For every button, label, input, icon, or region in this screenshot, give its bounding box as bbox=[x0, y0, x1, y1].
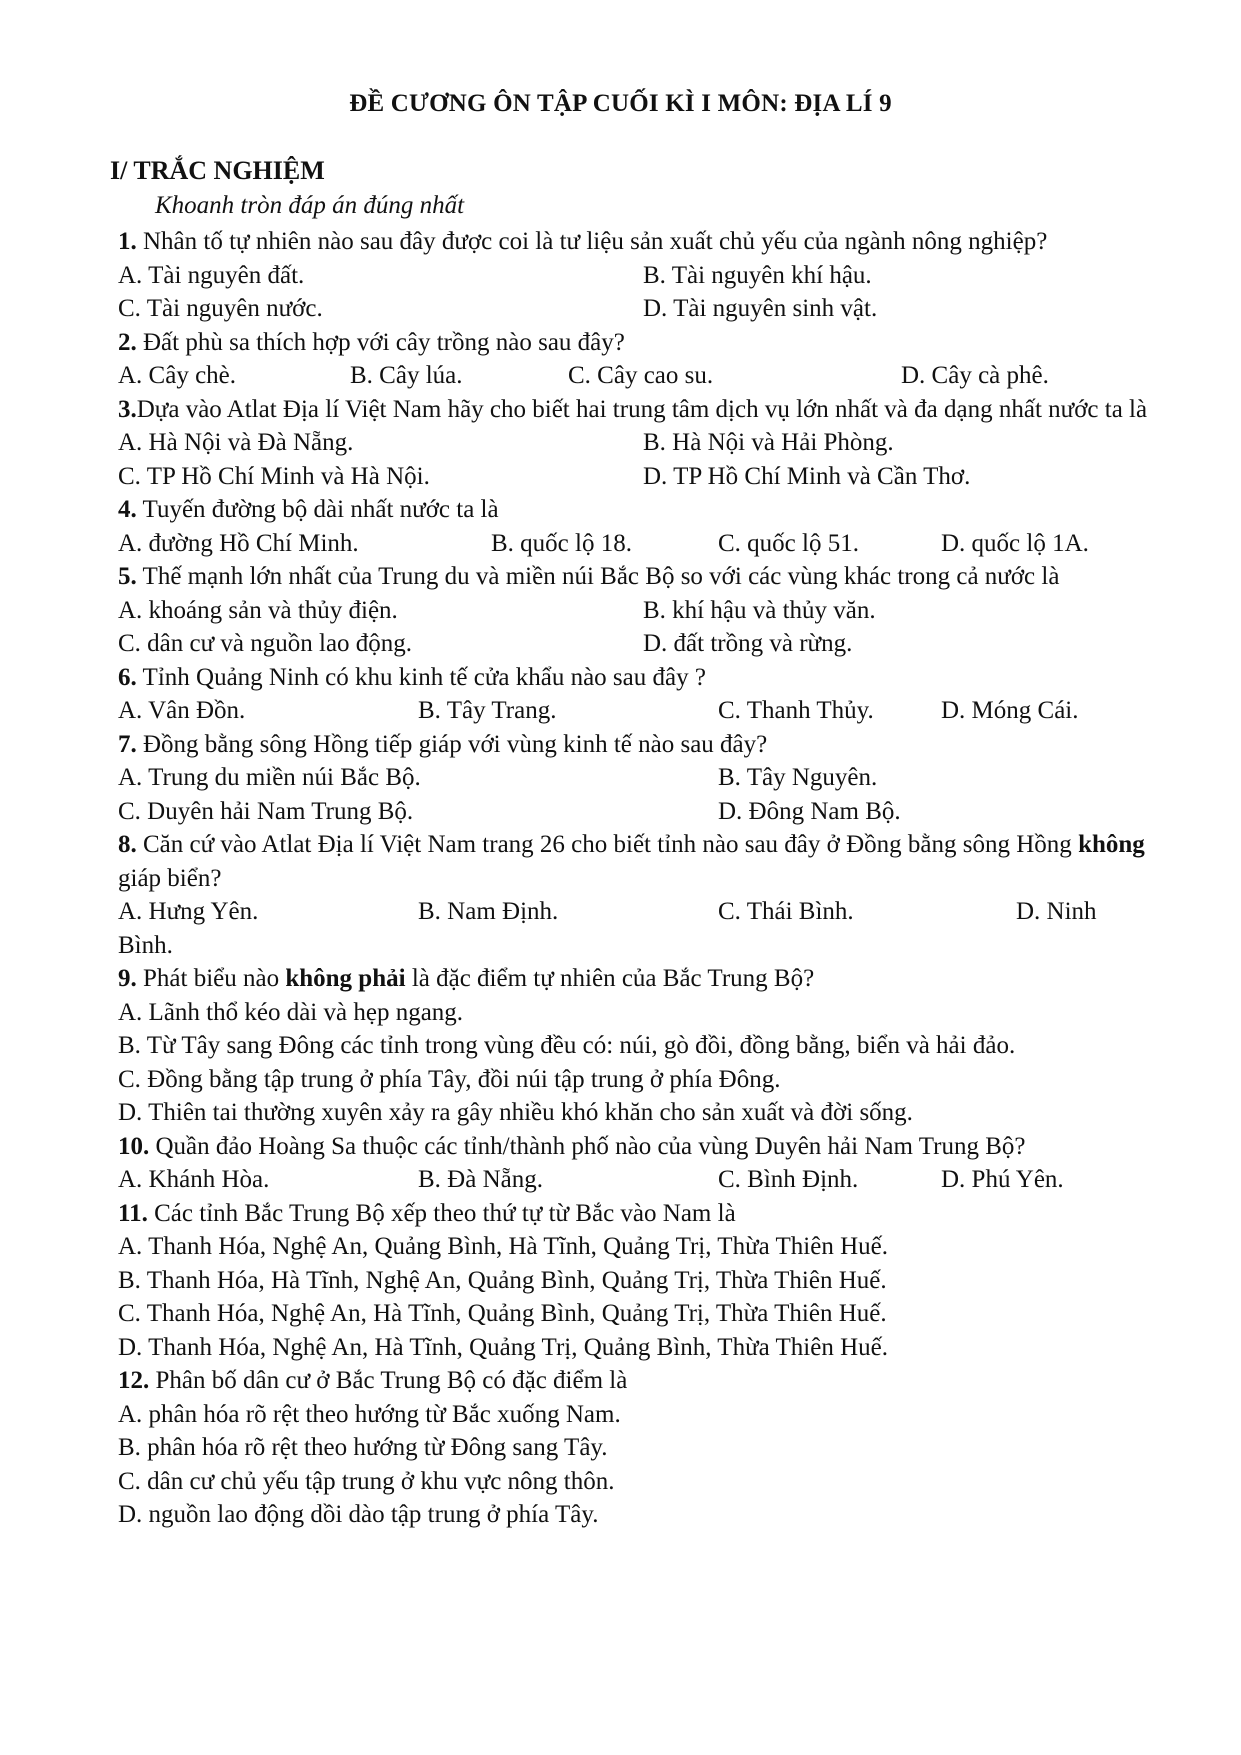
option-c: C. Bình Định. bbox=[718, 1166, 859, 1193]
option-c: C. dân cư chủ yếu tập trung ở khu vực nông thôn. bbox=[118, 1467, 615, 1495]
option-b: B. khí hậu và thủy văn. bbox=[643, 596, 876, 624]
options-row bbox=[118, 460, 1158, 494]
option-d: D. Móng Cái. bbox=[941, 697, 1079, 724]
option-d: D. Thiên tai thường xuyên xảy ra gây nhiều khó khăn cho sản xuất và đời sống. bbox=[118, 1099, 913, 1126]
question-8: 8. Căn cứ vào Atlat Địa lí Việt Nam trang 26 cho biết tỉnh nào sau đây ở Đồng bằng sông Hồng không giáp biển? bbox=[118, 831, 1145, 892]
question-5: 5. Thế mạnh lớn nhất của Trung du và miền núi Bắc Bộ so với các vùng khác trong cả nước là bbox=[118, 563, 1060, 590]
question-list bbox=[118, 225, 1158, 1532]
option-c: C. Duyên hải Nam Trung Bộ. bbox=[118, 797, 414, 825]
option-c: C. Thanh Thủy. bbox=[718, 697, 874, 724]
option-b: B. Từ Tây sang Đông các tỉnh trong vùng đều có: núi, gò đồi, đồng bằng, biển và hải đảo. bbox=[118, 1032, 1016, 1059]
option-d: D. TP Hồ Chí Minh và Cần Thơ. bbox=[643, 462, 971, 490]
option-b: B. quốc lộ 18. bbox=[491, 529, 632, 557]
question-1: 1. Nhân tố tự nhiên nào sau đây được coi là tư liệu sản xuất chủ yếu của ngành nông nghiệp? bbox=[118, 228, 1048, 255]
option-b: B. Đà Nẵng. bbox=[418, 1166, 543, 1193]
option-a: A. Tài nguyên đất. bbox=[118, 261, 305, 289]
option-c: C. Tài nguyên nước. bbox=[118, 295, 323, 322]
option-c: C. TP Hồ Chí Minh và Hà Nội. bbox=[118, 462, 430, 490]
options-row bbox=[118, 761, 1158, 795]
option-d-continued: Bình. bbox=[118, 931, 173, 959]
option-b: B. Tài nguyên khí hậu. bbox=[643, 261, 872, 289]
option-a: A. phân hóa rõ rệt theo hướng từ Bắc xuống Nam. bbox=[118, 1400, 621, 1428]
question-10: 10. Quần đảo Hoàng Sa thuộc các tỉnh/thành phố nào của vùng Duyên hải Nam Trung Bộ? bbox=[118, 1132, 1026, 1160]
options-row bbox=[118, 292, 1158, 326]
question-11: 11. Các tỉnh Bắc Trung Bộ xếp theo thứ tự từ Bắc vào Nam là bbox=[118, 1199, 736, 1227]
option-a: A. khoáng sản và thủy điện. bbox=[118, 596, 398, 624]
option-a: A. Khánh Hòa. bbox=[118, 1166, 270, 1193]
option-d: D. Đông Nam Bộ. bbox=[718, 797, 901, 825]
options-row bbox=[118, 895, 1158, 929]
option-c: C. Thanh Hóa, Nghệ An, Hà Tĩnh, Quảng Bình, Quảng Trị, Thừa Thiên Huế. bbox=[118, 1300, 887, 1327]
option-a: A. Trung du miền núi Bắc Bộ. bbox=[118, 764, 421, 791]
option-b: B. Cây lúa. bbox=[350, 362, 463, 389]
question-3: 3.Dựa vào Atlat Địa lí Việt Nam hãy cho biết hai trung tâm dịch vụ lớn nhất và đa dạng nhất nước ta là bbox=[118, 395, 1148, 423]
option-d: D. quốc lộ 1A. bbox=[941, 529, 1089, 557]
options-row bbox=[118, 694, 1158, 728]
options-row bbox=[118, 527, 1158, 561]
option-b: B. Hà Nội và Hải Phòng. bbox=[643, 429, 894, 456]
option-d: D. Thanh Hóa, Nghệ An, Hà Tĩnh, Quảng Trị, Quảng Bình, Thừa Thiên Huế. bbox=[118, 1333, 888, 1361]
options-row bbox=[118, 594, 1158, 628]
option-d: D. Cây cà phê. bbox=[901, 362, 1049, 389]
option-c: C. Thái Bình. bbox=[718, 898, 854, 925]
options-row bbox=[118, 259, 1158, 293]
option-b: B. Tây Nguyên. bbox=[718, 764, 878, 791]
option-c: C. Đồng bằng tập trung ở phía Tây, đồi núi tập trung ở phía Đông. bbox=[118, 1065, 781, 1093]
option-c: C. dân cư và nguồn lao động. bbox=[118, 630, 413, 657]
option-a: A. Hà Nội và Đà Nẵng. bbox=[118, 429, 354, 456]
question-6: 6. Tỉnh Quảng Ninh có khu kinh tế cửa khẩu nào sau đây ? bbox=[118, 663, 706, 691]
option-d: D. nguồn lao động dồi dào tập trung ở phía Tây. bbox=[118, 1501, 599, 1528]
question-2: 2. Đất phù sa thích hợp với cây trồng nào sau đây? bbox=[118, 328, 625, 356]
question-12: 12. Phân bố dân cư ở Bắc Trung Bộ có đặc điểm là bbox=[118, 1367, 628, 1394]
question-9: 9. Phát biểu nào không phải là đặc điểm tự nhiên của Bắc Trung Bộ? bbox=[118, 965, 815, 992]
question-7: 7. Đồng bằng sông Hồng tiếp giáp với vùng kinh tế nào sau đây? bbox=[118, 730, 768, 758]
option-a: A. Hưng Yên. bbox=[118, 898, 259, 925]
option-d: D. Phú Yên. bbox=[941, 1166, 1064, 1193]
options-row bbox=[118, 426, 1158, 460]
option-b: B. Tây Trang. bbox=[418, 697, 557, 724]
option-a: A. Lãnh thổ kéo dài và hẹp ngang. bbox=[118, 998, 464, 1026]
options-row bbox=[118, 795, 1158, 829]
option-a: A. Vân Đồn. bbox=[118, 697, 246, 724]
option-b: B. phân hóa rõ rệt theo hướng từ Đông sang Tây. bbox=[118, 1434, 608, 1461]
option-d: D. Tài nguyên sinh vật. bbox=[643, 295, 878, 322]
option-b: B. Nam Định. bbox=[418, 898, 559, 925]
option-d: D. đất trồng và rừng. bbox=[643, 630, 853, 657]
page-title: ĐỀ CƯƠNG ÔN TẬP CUỐI KÌ I MÔN: ĐỊA LÍ 9 bbox=[349, 90, 892, 117]
option-c: C. Cây cao su. bbox=[568, 362, 714, 389]
options-row bbox=[118, 1163, 1158, 1197]
option-a: A. Thanh Hóa, Nghệ An, Quảng Bình, Hà Tĩnh, Quảng Trị, Thừa Thiên Huế. bbox=[118, 1233, 888, 1260]
option-b: B. Thanh Hóa, Hà Tĩnh, Nghệ An, Quảng Bình, Quảng Trị, Thừa Thiên Huế. bbox=[118, 1266, 887, 1294]
options-row bbox=[118, 627, 1158, 661]
options-row bbox=[118, 359, 1158, 393]
option-a: A. Cây chè. bbox=[118, 362, 237, 389]
question-4: 4. Tuyến đường bộ dài nhất nước ta là bbox=[118, 496, 499, 523]
option-c: C. quốc lộ 51. bbox=[718, 529, 859, 557]
section-heading: I/ TRẮC NGHIỆM bbox=[110, 156, 325, 185]
option-a: A. đường Hồ Chí Minh. bbox=[118, 529, 359, 557]
option-d: D. Ninh bbox=[1016, 898, 1097, 925]
instruction-text: Khoanh tròn đáp án đúng nhất bbox=[155, 192, 465, 219]
